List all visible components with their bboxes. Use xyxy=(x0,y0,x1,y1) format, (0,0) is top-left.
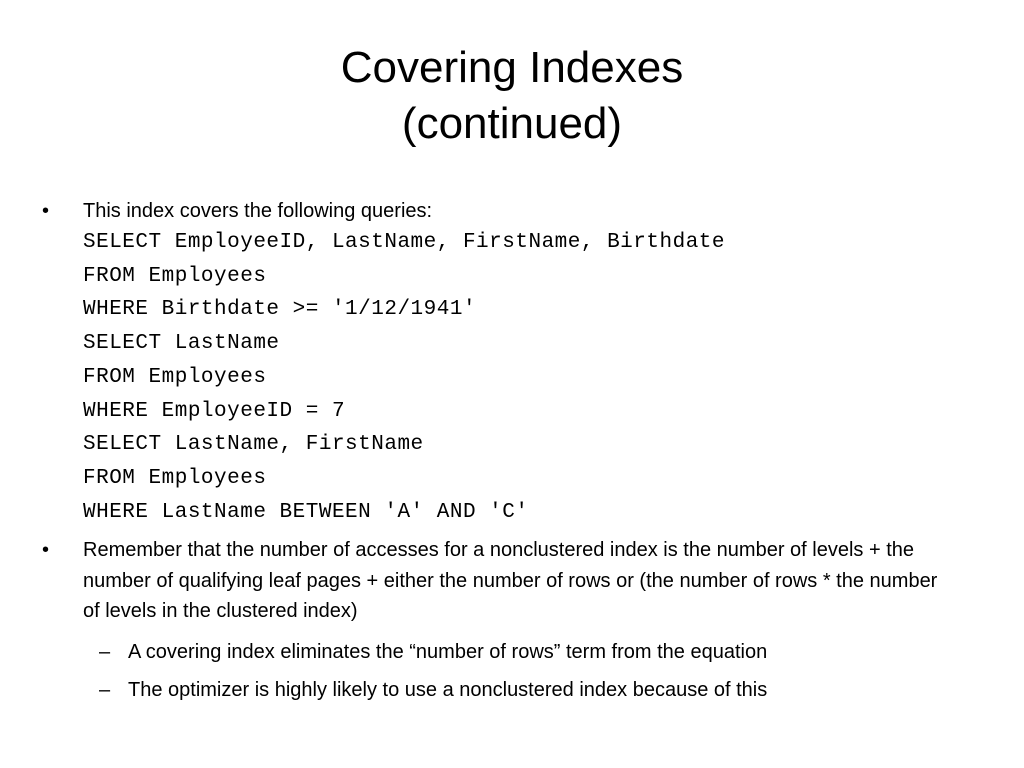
bullet-mark: • xyxy=(42,539,50,562)
sub-bullet-item xyxy=(83,633,942,671)
code-line: SELECT EmployeeID, LastName, FirstName, Birthdate xyxy=(83,231,726,254)
code-line: WHERE EmployeeID = 7 xyxy=(83,399,346,423)
sub-bullet-text: A covering index eliminates the “number of rows” term from the equation xyxy=(128,640,768,663)
bullet-text: Remember that the number of accesses for a nonclustered index is the number of levels + the number of qualifying leaf pages + either the number of rows or (the number of rows * the number of levels in the clustered index) xyxy=(83,539,938,623)
dash-mark: – xyxy=(99,678,111,701)
code-line: SELECT LastName, FirstName xyxy=(83,433,424,457)
sub-bullet-list xyxy=(42,633,942,709)
bullet-item xyxy=(42,196,942,529)
bullet-mark: • xyxy=(42,200,50,222)
code-block xyxy=(83,226,942,529)
sub-bullet-text: The optimizer is highly likely to use a nonclustered index because of this xyxy=(128,678,768,701)
code-line: FROM Employees xyxy=(83,466,267,490)
code-line: SELECT LastName xyxy=(83,332,280,356)
sub-bullet-item xyxy=(83,671,942,709)
bullet-item xyxy=(42,535,942,627)
slide-title-line2: (continued) xyxy=(401,99,623,148)
slide-title xyxy=(100,40,924,152)
slide-body xyxy=(42,196,942,709)
code-line: WHERE Birthdate >= '1/12/1941' xyxy=(83,298,477,322)
code-line: FROM Employees xyxy=(83,365,267,389)
slide-title-line1: Covering Indexes xyxy=(340,43,684,92)
code-line: WHERE LastName BETWEEN 'A' AND 'C' xyxy=(83,500,529,524)
dash-mark: – xyxy=(99,640,111,663)
bullet-text: This index covers the following queries: xyxy=(83,200,433,222)
code-line: FROM Employees xyxy=(83,264,267,288)
